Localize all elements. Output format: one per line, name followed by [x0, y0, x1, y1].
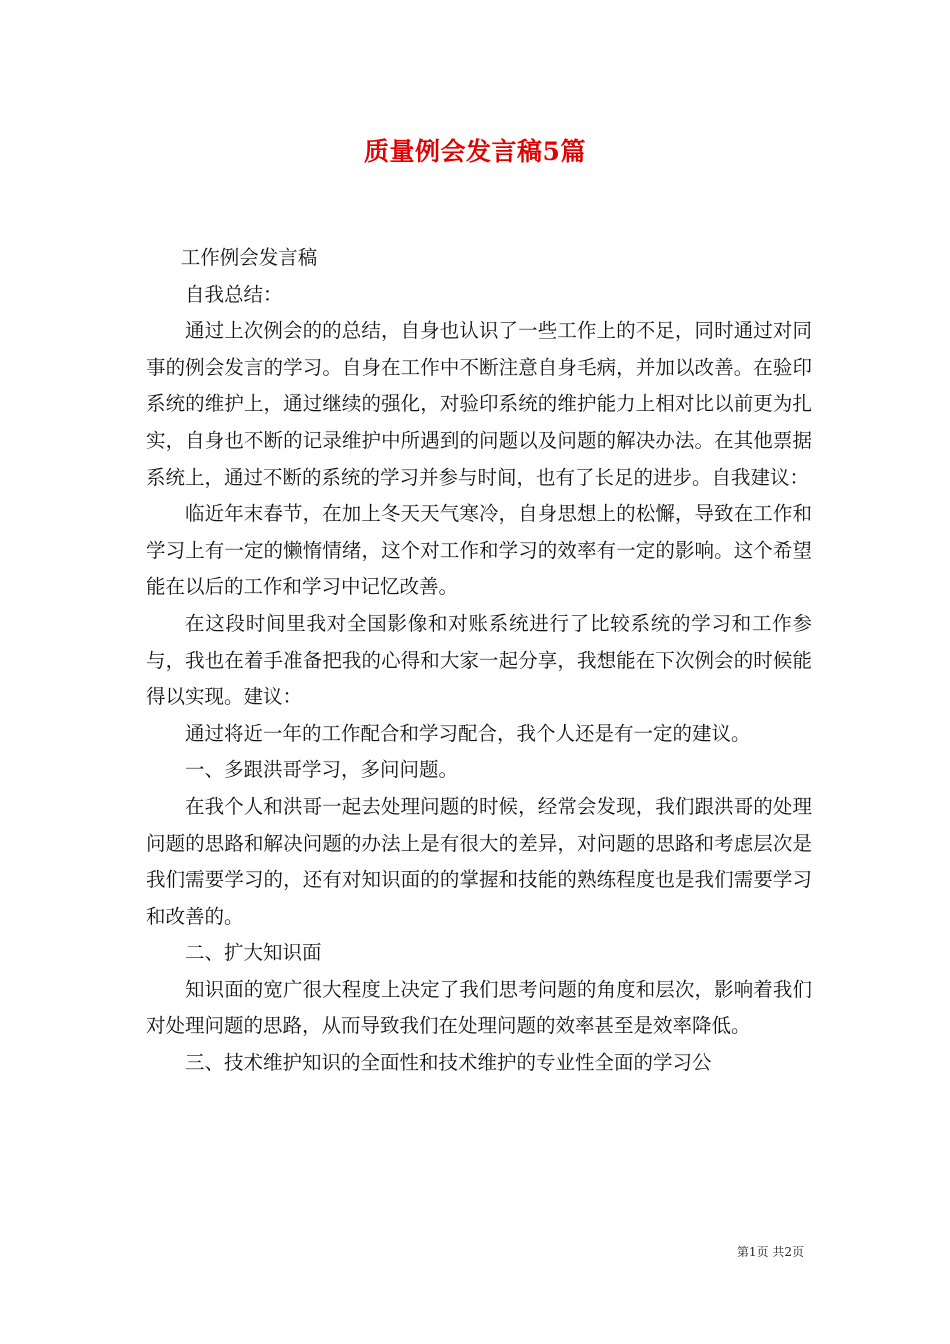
paragraph: 临近年末春节，在加上冬天天气寒冷，自身思想上的松懈，导致在工作和学习上有一定的懒惰情绪，这个对工作和学习的效率有一定的影响。这个希望能在以后的工作和学习中记忆改善。 [146, 502, 812, 599]
document-title: 质量例会发言稿5篇 [364, 137, 586, 166]
paragraph: 知识面的宽广很大程度上决定了我们思考问题的角度和层次，影响着我们对处理问题的思路，从而导致我们在处理问题的效率甚至是效率降低。 [146, 977, 812, 1038]
paragraph: 自我总结： [185, 282, 283, 306]
page-number-footer: 第1页 共2页 [736, 1245, 804, 1259]
paragraph: 一、多跟洪哥学习，多问问题。 [185, 758, 459, 782]
paragraph: 在这段时间里我对全国影像和对账系统进行了比较系统的学习和工作参与，我也在着手准备把我的心得和大家一起分享，我想能在下次例会的时候能得以实现。建议： [146, 611, 812, 709]
section-heading: 工作例会发言稿 [180, 246, 318, 269]
paragraph: 在我个人和洪哥一起去处理问题的时候，经常会发现，我们跟洪哥的处理问题的思路和解决问题的办法上是有很大的差异，对问题的思路和考虑层次是我们需要学习的，还有对知识面的的掌握和技能的熟练程度也是我们需要学习和改善的。 [146, 794, 812, 928]
paragraph: 三、技术维护知识的全面性和技术维护的专业性全面的学习公 [185, 1051, 712, 1075]
paragraph: 通过将近一年的工作配合和学习配合，我个人还是有一定的建议。 [185, 721, 751, 745]
paragraph: 二、扩大知识面 [185, 941, 322, 965]
paragraph: 通过上次例会的的总结，自身也认识了一些工作上的不足，同时通过对同事的例会发言的学习。自身在工作中不断注意自身毛病，并加以改善。在验印系统的维护上，通过继续的强化，对验印系统的维护能力上相对比以前更为扎实，自身也不断的记录维护中所遇到的问题以及问题的解决办法。在其他票据系统上，通过不断的系统的学习并参与时间，也有了长足的进步。自我建议： [146, 319, 812, 489]
document-body [146, 240, 812, 1082]
